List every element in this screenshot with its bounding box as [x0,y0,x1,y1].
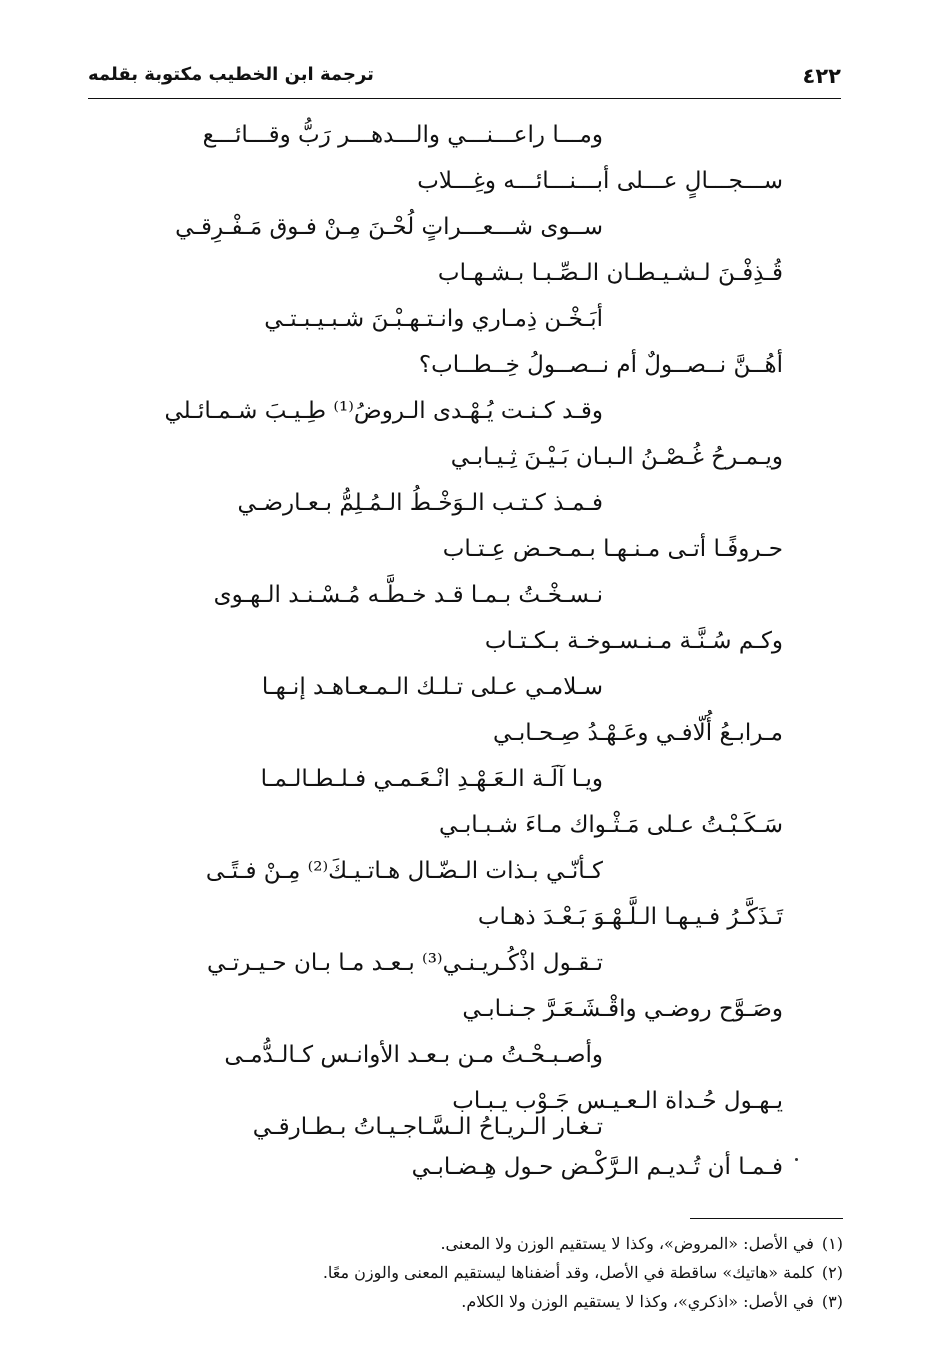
verse-line-24: فـمـا أن تُـديـم الـرَّكْـض حـول هِـضـابـي [411,1154,783,1180]
verse-line-2: ســـجـــالٍ عـــلى أبـــنـــائـــه وغِـــلاب [417,168,783,194]
verse-line-9: فـمـذ كـتـب الـوَخْـطُ الـمُـلِمُّ بـعـارضـي [237,490,603,516]
footnote-text: في الأصل: «اذكري»، وكذا لا يستقيم الوزن ولا الكلام. [461,1292,814,1311]
footnote-2 [323,1263,843,1282]
verse-line-17: كـأنّـي بـذات الـضّـال هـاتـيـكَ⁽²⁾ مِـنْ فـتًـى [205,858,603,884]
footnote-text: في الأصل: «المروض»، وكذا لا يستقيم الوزن ولا المعنى. [440,1234,814,1253]
verse-line-22: يـهـول حُـداة الـعـيـس جَـوْب يـبـاب [452,1088,783,1114]
footnote-text: كلمة «هاتيك» ساقطة في الأصل، وقد أضفناها ليستقيم المعنى والوزن معًا. [322,1263,814,1282]
verse-line-1: ومـــا راعـــنـــي والـــدهـــر رَبُّ وقـــائـــع [202,122,603,148]
footnote-rule [690,1218,843,1219]
verse-line-8: ويـمـرحُ غُـصْـنُ الـبـان بَـيْـنَ ثِـيـابـي [450,444,783,470]
verse-line-6: أهُــنَّ نــصــولٌ أم نــصــولُ خِــطــاب؟ [418,352,783,378]
verse-line-7: وقـد كـنـت يُـهْـدى الـروضُ⁽¹⁾ طِـيـبَ شـمـائـلي [164,398,603,424]
footnote-marker: (١) [821,1234,843,1253]
verse-line-23: تـغـار الـريـاحُ الـسَّـاجـيـاتُ بـطـارقـي [252,1114,603,1140]
verse-line-10: حـروفًـا أتـى مـنـهـا بـمـحـض عِـتـاب [442,536,783,562]
stray-dot [795,1158,798,1161]
verse-line-13: سـلامـي عـلى تـلـك الـمـعـاهـد إنـهـا [261,674,603,700]
verse-line-4: قُـذِفْـنَ لـشـيـطـان الـصِّـبـا بـشـهـاب [437,260,783,286]
header-rule [88,98,841,99]
verse-line-16: سَـكَـبْـتُ عـلى مَـثْـواك مـاءَ شـبـابـي [438,812,783,838]
footnote-1 [440,1234,843,1253]
verse-line-15: ويـا آلَـة الـعَـهْـدِ انْـعَـمـي فـلـطـالـمـا [260,766,603,792]
verse-line-21: وأصـبـحْـتُ مـن بـعـد الأوانـس كـالـدُّمـى [224,1042,603,1068]
footnote-marker: (٣) [821,1292,843,1311]
verse-line-11: نـسـخْـتُ بـمـا قـد خـطَّـه مُـسْـنـد الـهـوى [213,582,603,608]
page-header [88,60,841,100]
verse-line-19: تـقـول اذْكُـريـنـي⁽³⁾ بـعـد مـا بـان حـيـرتـي [207,950,603,976]
footnote-marker: (٢) [821,1263,843,1282]
verse-line-18: تَـذَكَّـرُ فـيـهـا الـلَّـهْـوَ بَـعْـدَ ذهـاب [477,904,783,930]
footnote-3 [461,1292,843,1311]
verse-line-3: ســوى شـــعـــراتٍ لُحْـنَ مِـنْ فـوق مَـفْـرِقـي [175,214,603,240]
verse-line-12: وكـم سُـنَّـة مـنـسـوخـة بـكـتـاب [484,628,783,654]
page-number: ٤٢٢ [802,64,841,88]
verse-line-20: وصَـوَّح روضـي واقْـشَـعَـرَّ جـنـابـي [462,996,783,1022]
verse-line-5: أبَـخْـن ذِمـاري وانـتـهـبْـنَ شـبـيـبـتـي [264,306,603,332]
running-title: ترجمة ابن الخطيب مكتوبة بقلمه [88,64,374,85]
verse-line-14: مـرابـعُ أُلّافـي وعَـهْـدُ صِـحـابـي [492,720,783,746]
